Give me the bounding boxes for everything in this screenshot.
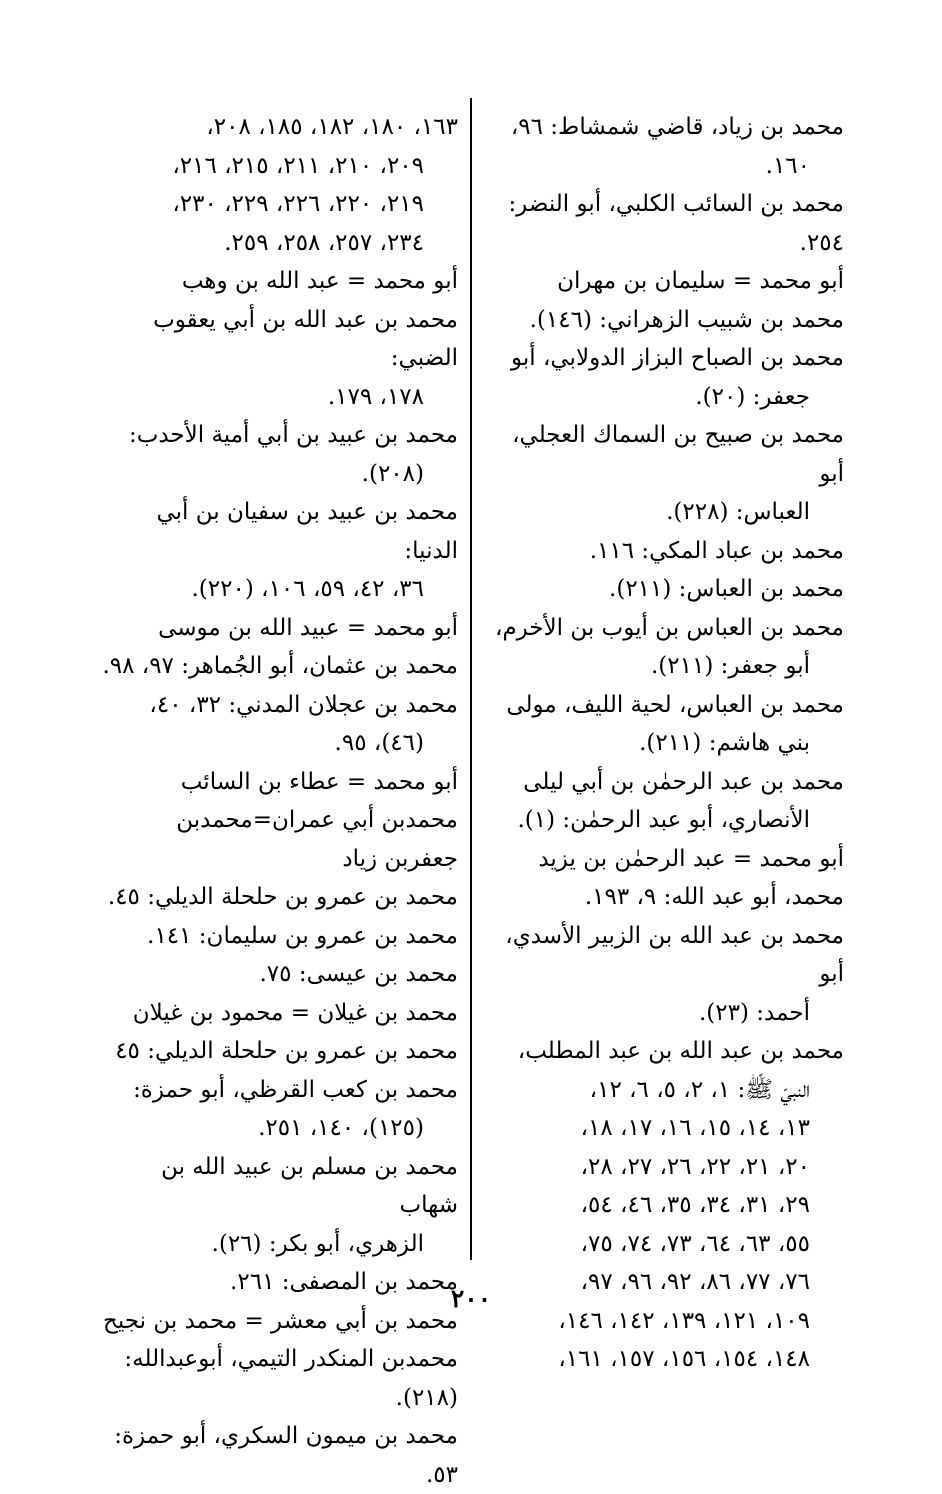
entry-continuation-line: ٢٠٩، ٢١٠، ٢١١، ٢١٥، ٢١٦، <box>172 152 424 179</box>
entry-line: محمد بن السائب الكلبي، أبو النضر: ٢٥٤. <box>508 191 844 256</box>
entry-line: محمد بن زياد، قاضي شمشاط: ٩٦، <box>510 114 844 140</box>
entry-line: محمد بن العباس، لحية الليف، مولى <box>506 691 844 718</box>
entry-line: محمد بن عمرو بن حلحلة الديلي: ٤٥. <box>107 884 458 910</box>
entry-line: أبو محمد = عبد الله بن وهب <box>181 268 458 294</box>
entry-continuation-line: (٤٦)، ٩٥. <box>334 730 424 756</box>
index-entry <box>484 301 844 340</box>
entry-continuation-line: أبو جعفر: (٢١١). <box>650 653 810 679</box>
index-entry <box>484 917 844 1033</box>
index-entry <box>96 686 458 763</box>
index-entry <box>484 262 844 301</box>
entry-line: محمد بن عمرو بن سليمان: ١٤١. <box>147 922 458 949</box>
entry-continuation-line: ١٧٨، ١٧٩. <box>327 383 424 410</box>
entry-line: محمد بن أبي معشر = محمد بن نجيح <box>103 1307 458 1334</box>
entry-continuation-line: ١٤٨، ١٥٤، ١٥٦، ١٥٧، ١٦١، <box>558 1346 810 1372</box>
index-entry <box>96 1032 458 1071</box>
index-entry <box>96 647 458 686</box>
entry-line: محمد بن عبيد بن سفيان بن أبي الدنيا: <box>156 499 458 564</box>
index-entry <box>484 878 844 917</box>
index-entry <box>96 955 458 994</box>
entry-continuation-line: ٢٩، ٣١، ٣٤، ٣٥، ٤٦، ٥٤، <box>580 1192 810 1218</box>
entry-line: محمد بن مسلم بن عبيد الله بن شهاب <box>161 1153 458 1218</box>
entry-line: محمد بن عيسى: ٧٥. <box>259 961 458 987</box>
index-entry <box>96 416 458 493</box>
index-entry <box>96 262 458 301</box>
entry-continuation-line: جعفر: (٢٠). <box>695 383 810 410</box>
index-entry <box>96 878 458 917</box>
entry-line: أبو محمد = سليمان بن مهران <box>557 268 844 294</box>
entry-continuation-line: ٢٠، ٢١، ٢٢، ٢٦، ٢٧، ٢٨، <box>580 1153 810 1180</box>
entry-line: أبو محمد = عبيد الله بن موسى <box>158 614 458 641</box>
index-entry <box>96 801 458 878</box>
entry-continuation-line: ١٦٠. <box>765 152 810 179</box>
entry-line: ١٦٣، ١٨٠، ١٨٢، ١٨٥، ٢٠٨، <box>206 114 458 140</box>
page-number: ٢٠٠ <box>450 1284 492 1313</box>
index-entry <box>484 339 844 416</box>
index-entry <box>484 686 844 763</box>
entry-line: محمد بن عجلان المدني: ٣٢، ٤٠، <box>149 691 458 718</box>
entry-continuation-line: ١٠٩، ١٢١، ١٣٩، ١٤٢، ١٤٦، <box>558 1307 810 1334</box>
index-entry <box>96 917 458 956</box>
entry-line: محمد بن كعب القرظي، أبو حمزة: <box>133 1076 458 1103</box>
entry-continuation-line: ٧٦، ٧٧، ٨٦، ٩٢، ٩٦، ٩٧، <box>580 1269 810 1295</box>
entry-line: محمد بن عباد المكي: ١١٦. <box>589 537 844 564</box>
entry-continuation-line: الأنصاري، أبو عبد الرحمٰن: (١). <box>517 807 810 833</box>
entry-line: محمد، أبو عبد الله: ٩، ١٩٣. <box>584 884 844 910</box>
index-entry <box>484 609 844 686</box>
index-entry <box>96 493 458 609</box>
entry-line: محمد بن عبيد بن أبي أمية الأحدب: <box>128 422 458 448</box>
entry-continuation-line: ٢١٩، ٢٢٠، ٢٢٦، ٢٢٩، ٢٣٠، <box>172 191 424 217</box>
entry-line: محمد بن عبد الله بن الزبير الأسدي، أبو <box>505 922 844 987</box>
right-column <box>484 108 844 1379</box>
index-entry <box>484 840 844 879</box>
index-entry <box>96 1340 458 1417</box>
entry-continuation-line: الزهري، أبو بكر: (٢٦). <box>211 1230 424 1257</box>
index-entry <box>484 416 844 532</box>
index-entry <box>484 570 844 609</box>
index-entry <box>484 1032 844 1379</box>
entry-continuation-line: (٢٠٨). <box>361 460 424 487</box>
entry-continuation-line: ١٣، ١٤، ١٥، ١٦، ١٧، ١٨، <box>580 1115 810 1141</box>
entry-line: محمد بن عبد الرحمٰن بن أبي ليلى <box>523 768 844 795</box>
entry-line: محمد بن عبد الله بن أبي يعقوب الضبي: <box>153 306 458 371</box>
index-entry <box>96 1071 458 1148</box>
index-entry <box>484 763 844 840</box>
entry-line: محمد بن عثمان، أبو الجُماهر: ٩٧، ٩٨. <box>102 653 458 679</box>
entry-continuation-line: أحمد: (٢٣). <box>698 999 810 1026</box>
entry-continuation-line: النبيّ ﷺ: ١، ٢، ٥، ٦، ١٢، <box>589 1076 810 1103</box>
entry-line: أبو محمد = عطاء بن السائب <box>180 768 458 795</box>
entry-line: أبو محمد = عبد الرحمٰن بن يزيد <box>538 845 844 872</box>
entry-line: محمد بن الصباح البزاز الدولابي، أبو <box>510 345 844 371</box>
entry-line: محمد بن العباس بن أيوب بن الأخرم، <box>494 614 844 641</box>
entry-line: محمد بن عبد الله بن عبد المطلب، <box>517 1038 844 1064</box>
index-entry <box>96 763 458 802</box>
entry-line: محمد بن ميمون السكري، أبو حمزة: ٥٣. <box>114 1423 458 1488</box>
entry-line: محمد بن العباس: (٢١١). <box>609 576 844 602</box>
entry-line: محمد بن صبيح بن السماك العجلي، أبو <box>512 422 844 487</box>
entry-continuation-line: ٥٥، ٦٣، ٦٤، ٧٣، ٧٤، ٧٥، <box>580 1230 810 1257</box>
entry-line: محمد بن غيلان = محمود بن غيلان <box>132 999 458 1026</box>
index-entry <box>484 185 844 262</box>
index-entry <box>96 1148 458 1264</box>
index-entry <box>96 301 458 417</box>
entry-line: محمدبن المنكدر التيمي، أبوعبدالله: (٢١٨). <box>124 1346 458 1411</box>
entry-line: محمد بن عمرو بن حلحلة الديلي: ٤٥ <box>115 1038 458 1064</box>
entry-line: محمد بن المصفى: ٢٦١. <box>230 1269 458 1295</box>
index-entry <box>96 609 458 648</box>
index-entry <box>484 532 844 571</box>
entry-continuation-line: ٣٦، ٤٢، ٥٩، ١٠٦، (٢٢٠). <box>191 576 424 602</box>
index-entry <box>484 108 844 185</box>
column-divider <box>470 98 472 1260</box>
index-entry <box>96 994 458 1033</box>
entry-continuation-line: (١٢٥)، ١٤٠، ٢٥١. <box>258 1115 424 1141</box>
index-entry <box>96 108 458 262</box>
entry-continuation-line: ٢٣٤، ٢٥٧، ٢٥٨، ٢٥٩. <box>224 229 424 256</box>
index-entry <box>96 1417 458 1494</box>
entry-line: محمدبن أبي عمران=محمدبن جعفربن زياد <box>176 807 458 872</box>
entry-line: محمد بن شبيب الزهراني: (١٤٦). <box>529 306 844 333</box>
entry-continuation-line: العباس: (٢٢٨). <box>666 499 810 525</box>
entry-continuation-line: بني هاشم: (٢١١). <box>639 730 810 756</box>
